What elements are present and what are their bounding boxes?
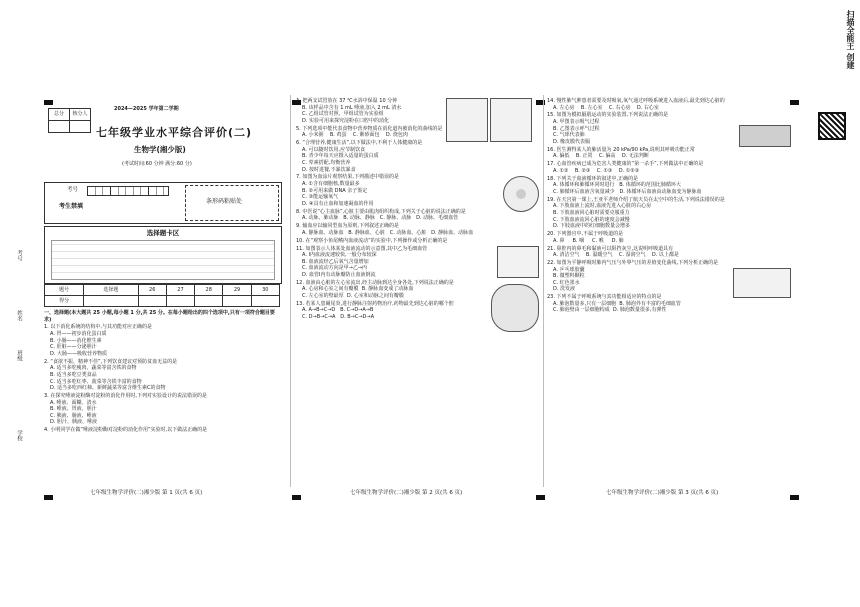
scanner-watermark: 扫描全能王 创建 bbox=[846, 10, 855, 69]
question-text: 14. 慢性肺气肿患者需要及时吸氧,氧气通过呼吸系统进入血液后,最先到达心脏的 bbox=[547, 98, 725, 104]
question bbox=[296, 174, 541, 207]
question-text: 8. 中医说“心主血脉”,心脏主要由肌肉组织构成,下列关于心脏的说法正确的是 bbox=[296, 208, 466, 215]
option: D. 无法判断 bbox=[621, 153, 649, 160]
lung-models-image bbox=[733, 268, 791, 298]
option: A. 胃——初步消化蛋白质 bbox=[50, 331, 107, 338]
score-table-cell bbox=[138, 296, 166, 307]
option: D. 烧包肉 bbox=[385, 132, 408, 139]
option: C. 肝脏——分泌胆汁 bbox=[50, 344, 97, 351]
forbidden-label: 考生禁填 bbox=[59, 203, 84, 210]
option: C. 气球代表肺 bbox=[553, 132, 585, 139]
question bbox=[296, 98, 446, 124]
question-text: 12. 血液由心脏的左心室流出,经主动脉到达全身各处,下列说法正确的是 bbox=[296, 279, 454, 286]
option: A. 心房和心室之间有瓣膜 bbox=[302, 286, 359, 293]
exam-id-label: 考号 bbox=[67, 187, 79, 193]
option: C. 偏高 bbox=[598, 153, 616, 160]
question bbox=[296, 238, 541, 245]
page-separator bbox=[543, 95, 544, 487]
option-row bbox=[547, 153, 797, 160]
option: C. 适当多吃红枣、菠菜等含铁丰富的食物 bbox=[50, 378, 142, 385]
registration-mark bbox=[536, 495, 545, 500]
page-1 bbox=[40, 98, 285, 483]
option: C. 静脉、动脉 bbox=[379, 215, 412, 222]
score-cell: 总分 bbox=[49, 109, 70, 121]
question bbox=[44, 359, 282, 392]
option: B. ②可用来做 DNA 亲子鉴定 bbox=[302, 187, 368, 194]
option: D. 洗发液 bbox=[553, 286, 576, 293]
question bbox=[44, 427, 282, 434]
answer-card-area bbox=[44, 226, 282, 284]
option: A. 偏低 bbox=[553, 153, 570, 160]
option: B. 乙图表示呼气过程 bbox=[553, 125, 600, 132]
option: C. D→B→C→A bbox=[302, 314, 336, 321]
option: D. 以上都是 bbox=[651, 252, 679, 259]
option-row bbox=[547, 307, 797, 314]
score-table-cell bbox=[166, 296, 194, 307]
option-row bbox=[296, 215, 541, 222]
option: C. 乙组试管对照、甲组试管为实验组 bbox=[302, 111, 384, 118]
score-cell-empty bbox=[49, 121, 70, 133]
page-footer: 七年级生物学评价(二)湘少版 第 1 页(共 6 页) bbox=[90, 490, 203, 496]
option: D. 动脉、毛细血管 bbox=[416, 215, 459, 222]
sticker-label: 条形码粘贴处 bbox=[206, 198, 243, 205]
exam-id-input[interactable] bbox=[87, 186, 169, 196]
score-table-cell: 27 bbox=[166, 285, 194, 296]
option: D. ①②③ bbox=[618, 167, 640, 174]
page-footer: 七年级生物学评价(二)湘少版 第 2 页(共 6 页) bbox=[350, 490, 463, 496]
score-table-cell: 题号 bbox=[45, 285, 84, 296]
question-text: 9. 输血应以输同型血为原则,下列叙述正确的是 bbox=[296, 223, 399, 230]
side-label-school: 学校 bbox=[16, 430, 22, 441]
option: C. ③能运输氧气 bbox=[302, 194, 339, 201]
option: D. ④具有止血和加速凝血的作用 bbox=[302, 200, 374, 207]
organ-image bbox=[739, 125, 791, 147]
option: A. 下肢血液上流时,血液先进入心脏的右心房 bbox=[553, 203, 652, 210]
question bbox=[547, 260, 797, 293]
option: B. 体循环的范围比肺循环大 bbox=[619, 182, 681, 189]
section-heading: 一、选择题(本大题共 25 小题,每小题 1 分,共 25 分。在每小题给出的四个选项中,只有一项符合题目要求) bbox=[44, 310, 275, 323]
option: A. 体循环和肺循环同时进行 bbox=[553, 182, 615, 189]
option: A. ①② bbox=[553, 167, 569, 174]
option: D. 心室和动脉之间有瓣膜 bbox=[346, 293, 404, 299]
question bbox=[547, 176, 797, 196]
registration-mark bbox=[790, 495, 799, 500]
checker-cell-empty bbox=[70, 121, 91, 133]
score-table-cell bbox=[195, 296, 223, 307]
option: B. 鸡蛋 bbox=[329, 132, 347, 139]
registration-mark bbox=[292, 495, 301, 500]
page-2 bbox=[296, 98, 541, 483]
option: B. 正常 bbox=[575, 153, 593, 160]
option: A. 可以随时饮用,应节制饮食 bbox=[302, 146, 366, 153]
option: D. 橡皮膜代表膈 bbox=[553, 138, 591, 145]
question-text: 10. 在“观察小鱼尾鳍内血液流动”的实验中,下列操作或分析正确的是 bbox=[296, 237, 448, 244]
score-table-cell: 得分 bbox=[45, 296, 84, 307]
option: A. 乒乓球胶囊 bbox=[553, 266, 585, 273]
option: B. 咽 bbox=[572, 237, 585, 244]
blood-flow-graph bbox=[497, 246, 539, 278]
score-table-cell: 29 bbox=[223, 285, 251, 296]
option-row bbox=[547, 189, 797, 196]
question-text: 4. 小明同学在做“唾液淀粉酶对淀粉的消化作用”实验时,以下做法正确的是 bbox=[44, 427, 208, 434]
candidate-info-box bbox=[44, 182, 282, 224]
option: D. 右心室 bbox=[636, 104, 659, 111]
score-table-cell: 26 bbox=[138, 285, 166, 296]
option: B. 小肠——消化维生素 bbox=[50, 337, 102, 344]
side-label-name: 姓名 bbox=[16, 310, 22, 321]
question-text: 19. 在天宫第一课上,王亚平老师介绍了航天员在太空中的生活,下列说法错误的是 bbox=[547, 196, 725, 203]
option: C. 血液流动方向是甲→乙→丙 bbox=[302, 265, 368, 272]
option: B. 静脉血变成了动脉血 bbox=[361, 286, 414, 293]
exam-title: 七年级学业水平综合评价(二) bbox=[96, 126, 253, 139]
option-row bbox=[547, 168, 797, 175]
score-table-cell: 30 bbox=[251, 285, 279, 296]
option: B. 左心室 bbox=[580, 104, 603, 111]
option: A. 静脉血、动脉血 bbox=[302, 229, 344, 236]
question-text: 2. “食欲不振、精神不佳”,下列饮食建议对预防贫血无益的是 bbox=[44, 358, 178, 365]
question bbox=[44, 393, 282, 426]
question-text: 16. 医生测得某人的肺活量为 20 kPa/90 kPa,说明其呼吸功能正常 bbox=[547, 146, 695, 153]
option-row bbox=[296, 230, 541, 237]
question bbox=[296, 246, 541, 279]
score-table-cell bbox=[223, 296, 251, 307]
option: A. 小米粥 bbox=[302, 132, 324, 139]
option: D. B→C→D→A bbox=[340, 314, 375, 321]
option-row bbox=[547, 252, 797, 259]
option: B. 微塑料颗粒 bbox=[553, 273, 585, 280]
option: A. 动脉、肺动脉 bbox=[302, 215, 339, 222]
option: B. 温暖空气 bbox=[585, 252, 613, 259]
option-row bbox=[547, 238, 797, 245]
option: C. 肺泡壁由一层细胞构成 bbox=[553, 307, 610, 314]
total-score-box bbox=[48, 108, 91, 133]
exam-subject: 生物学(湘少版) bbox=[134, 145, 186, 154]
question bbox=[44, 324, 282, 357]
option: A. 鼻 bbox=[553, 237, 565, 244]
side-label-id: 考号 bbox=[16, 250, 22, 261]
score-table-cell bbox=[251, 296, 279, 307]
question bbox=[547, 147, 797, 160]
option: D. 实验可用来探究淀粉在口腔中的消化 bbox=[302, 117, 390, 124]
section-1 bbox=[44, 310, 282, 435]
question bbox=[547, 98, 797, 111]
qr-code-icon bbox=[818, 112, 846, 140]
question-text: 1. 以下消化系统的结构中,与其功能对应正确的是 bbox=[44, 324, 152, 331]
option: B. 该样品中含有 1 mL 唾液,加入 2 mL 清水 bbox=[302, 104, 402, 111]
answer-card-title: 选择题卡区 bbox=[146, 229, 180, 237]
question-text: 21. 鼻腔内的鼻毛和黏液可以阻挡灰尘,这说明呼吸道具有 bbox=[547, 245, 674, 252]
option: B. 动脉、静脉 bbox=[343, 215, 375, 222]
option: B. 下肢血液回心脏时需要克服重力 bbox=[553, 209, 630, 216]
option: C. 动脉血、心脏 bbox=[389, 229, 427, 236]
question-text: 13. 若某人患阑尾炎,进行静脉注射药物治疗,药物最先到达心脏的哪个腔 bbox=[296, 300, 454, 307]
tube-b-image bbox=[490, 98, 532, 142]
question-text: 5. 下列选项中能代表食物中营养物质在消化道内被消化的曲线的是 bbox=[296, 125, 443, 132]
option: B. C→D→A→B bbox=[340, 307, 374, 314]
tube-a-image bbox=[446, 98, 488, 142]
question bbox=[296, 223, 541, 236]
option: D. 肺 bbox=[611, 237, 624, 244]
option: B. 唾液、胃液、胆汁 bbox=[50, 406, 97, 413]
option: A. 适当多吃瘦肉、蔬菜等富含铁的食物 bbox=[50, 365, 137, 372]
option: A. 肺泡数量多,只有一层细胞 bbox=[553, 300, 617, 307]
question bbox=[547, 246, 797, 259]
option: C. 荤素搭配,均衡营养 bbox=[302, 159, 351, 166]
score-table-cell: 选择题 bbox=[84, 285, 138, 296]
question bbox=[547, 231, 797, 244]
exam-time: (考试时间:60 分钟 满分:60 分) bbox=[122, 161, 192, 167]
question-text: 22. 如图为平静呼吸时肺内气压与外界气压的差值变化曲线,下列分析正确的是 bbox=[547, 260, 719, 267]
option: A. 甲图表示吸气过程 bbox=[553, 119, 600, 126]
option: B. 血液流经乙后氧气含量增加 bbox=[302, 258, 369, 265]
answer-bubbles[interactable] bbox=[51, 240, 275, 280]
option: D. 大肠——吸收营养物质 bbox=[50, 350, 108, 357]
option: B. 青少年每天应摄入适量的蛋白质 bbox=[302, 153, 379, 160]
test-tube-figure bbox=[446, 98, 541, 146]
option: D. 胆汁、胰液、唾液 bbox=[50, 419, 98, 426]
option: C. 肺循环后血液含氧量减少 bbox=[553, 188, 615, 195]
question bbox=[296, 209, 541, 222]
option: C. 左心室的壁最厚 bbox=[302, 293, 344, 299]
page-3 bbox=[547, 98, 797, 483]
option: D. 血管Ⅰ内有动脉瓣防止血液倒流 bbox=[302, 271, 376, 278]
side-label-class: 班级 bbox=[16, 350, 22, 361]
score-table bbox=[44, 284, 280, 307]
option: B. ②③ bbox=[574, 167, 591, 174]
option: A. 清洁空气 bbox=[553, 252, 580, 259]
barcode-sticker-area bbox=[185, 185, 279, 221]
option: D. 肺泡数量很多,有弹性 bbox=[612, 307, 667, 314]
option: A. 唾液、面糊、清水 bbox=[50, 399, 97, 406]
option: C. 红色墨水 bbox=[553, 279, 580, 286]
option: B. 适当多吃豆类食品 bbox=[50, 371, 97, 378]
page-separator bbox=[290, 95, 291, 487]
option: C. 紫砂面包 bbox=[352, 132, 380, 139]
option: D. 静脉血、动脉血 bbox=[431, 229, 474, 236]
score-table-cell: 28 bbox=[195, 285, 223, 296]
heart-diagram bbox=[491, 284, 539, 332]
question-text: 20. 下列器官中,不属于呼吸道的是 bbox=[547, 231, 624, 238]
option: D. 适当多吃西红柿、新鲜蔬菜等富含维生素C的食物 bbox=[50, 385, 166, 392]
option: A. ①含有细胞核,数量最多 bbox=[302, 181, 360, 188]
option: A. Ⅰ内血液流速较快,一般分布较深 bbox=[302, 252, 377, 259]
option: C. 右心房 bbox=[608, 104, 631, 111]
question-text: 7. 如图为血涂片观察结果,下列描述中错误的是 bbox=[296, 174, 399, 181]
option: C. 喉 bbox=[592, 237, 604, 244]
school-year: 2024—2025 学年第二学期 bbox=[114, 106, 179, 112]
registration-mark bbox=[44, 495, 53, 500]
score-table-cell bbox=[84, 296, 138, 307]
checker-cell: 核分人 bbox=[70, 109, 91, 121]
option: C. ①③ bbox=[596, 167, 613, 174]
option: D. 体循环后血液由动脉血变为静脉血 bbox=[619, 188, 702, 195]
option: D. 按时进餐,不暴饮暴食 bbox=[302, 166, 356, 173]
question bbox=[296, 280, 541, 300]
page-footer: 七年级生物学评价(二)湘少版 第 3 页(共 6 页) bbox=[606, 490, 719, 496]
question-text: 11. 如图表示人体某处血液流动的示意图,其中乙为毛细血管 bbox=[296, 245, 428, 252]
option-row bbox=[547, 182, 797, 189]
option: C. 胰液、肠液、唾液 bbox=[50, 412, 97, 419]
question bbox=[547, 161, 797, 174]
question-text: A. 把两支试管放在 37 ℃水浴中保温 10 分钟 bbox=[296, 98, 398, 104]
option: D. 下肢血液中的红细胞数量会增多 bbox=[553, 223, 631, 230]
option: C. 湿润空气 bbox=[618, 252, 646, 259]
question-text: 17. 心血管疾病已成为危害人类健康的“第一杀手”,下列做法中正确的是 bbox=[547, 161, 704, 168]
option: B. 静脉血、心脏 bbox=[348, 229, 385, 236]
question-text: 18. 下列关于血液循环的叙述中,正确的是 bbox=[547, 175, 639, 182]
option: B. 肺泡外有丰富的毛细血管 bbox=[619, 300, 681, 307]
option-row bbox=[547, 105, 797, 112]
question-text: 15. 如图为模拟膈肌运动的实验装置,下列说法正确的是 bbox=[547, 112, 669, 119]
question-text: 3. 在探究唾液淀粉酶对淀粉的消化作用时,下列对实验设计的说法错误的是 bbox=[44, 393, 207, 400]
question-text: 6. “合理营养,健康生活”,以下做法中,不利于人体健康的是 bbox=[296, 140, 423, 147]
option: C. 下肢血液流回心脏的速度会减慢 bbox=[553, 216, 630, 223]
question bbox=[547, 197, 797, 230]
option: A. A→B→C→D bbox=[302, 307, 336, 314]
question-text: 23. 下列不属于呼吸系统与其功能相适应的特点的是 bbox=[547, 294, 662, 301]
option: A. 左心房 bbox=[553, 104, 575, 111]
